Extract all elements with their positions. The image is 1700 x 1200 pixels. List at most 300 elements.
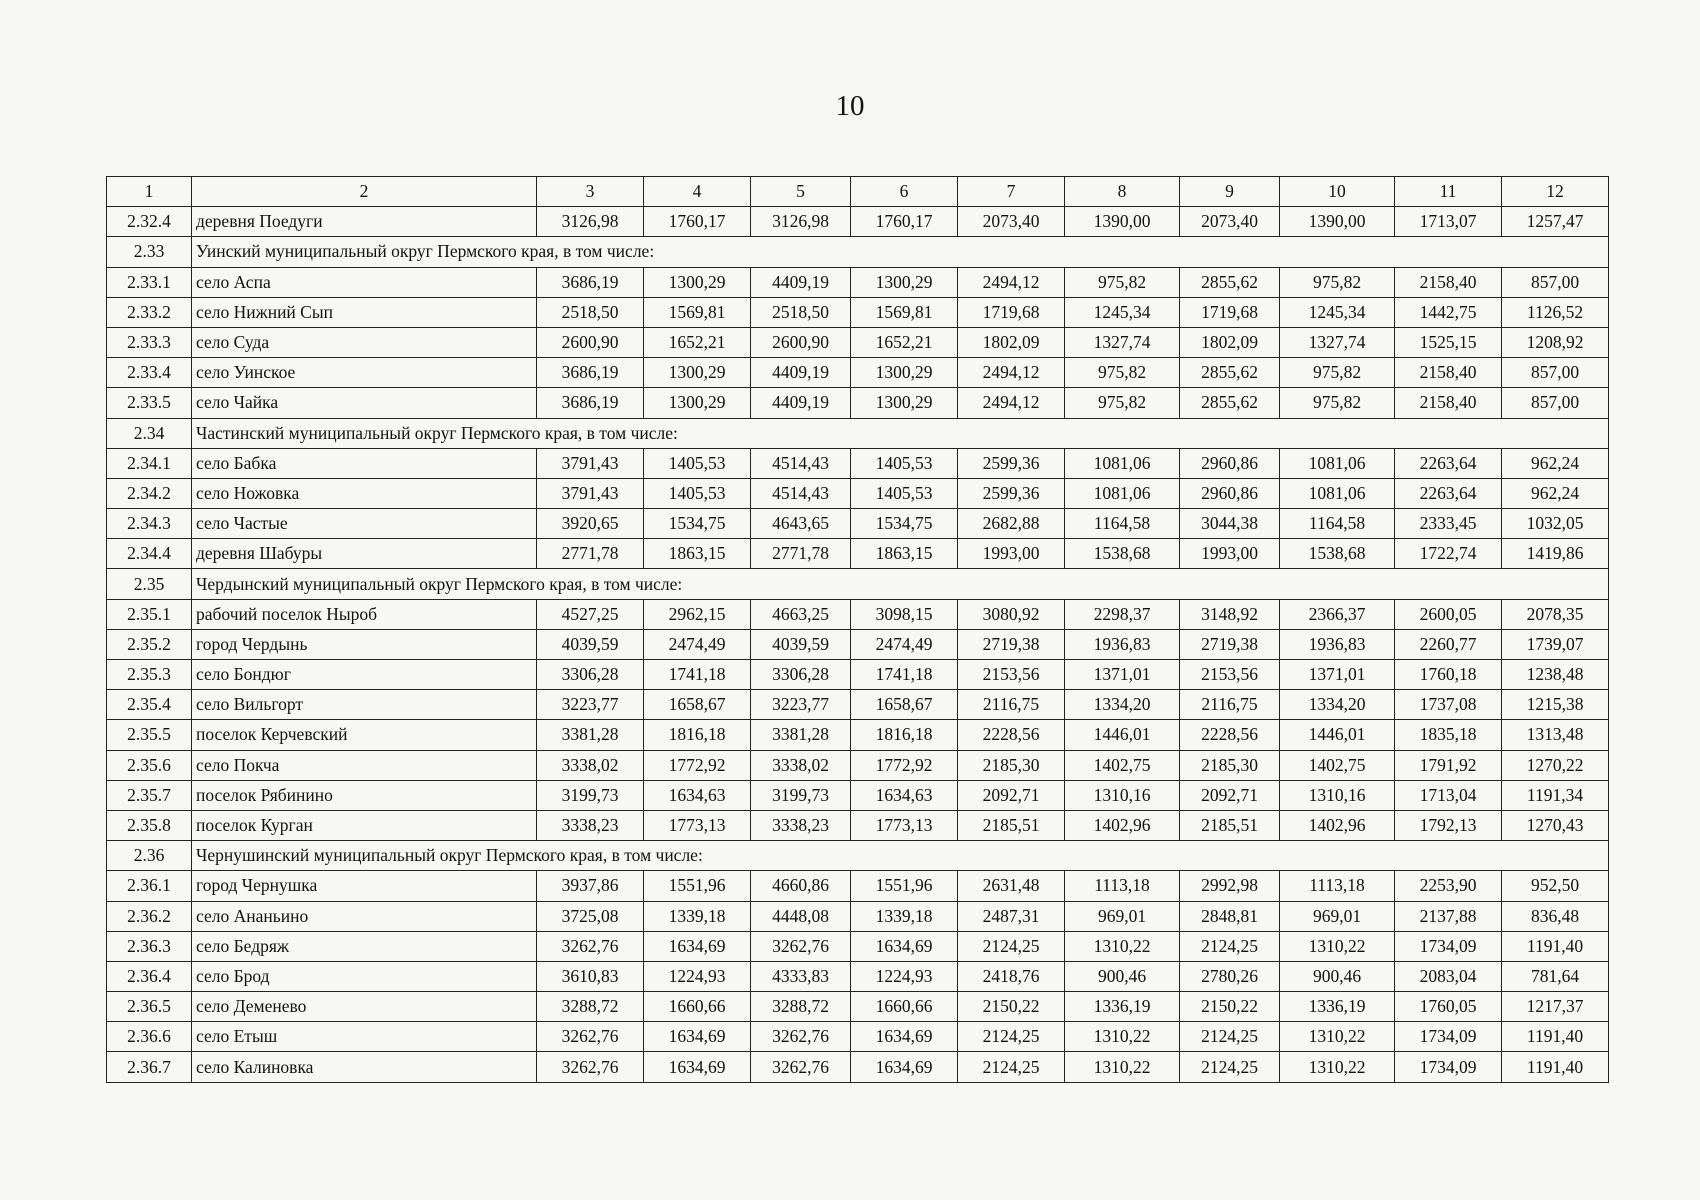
value-cell: 3338,02 (537, 750, 644, 780)
row-code: 2.32.4 (107, 207, 192, 237)
table-row (107, 327, 1609, 357)
row-code: 2.36.6 (107, 1022, 192, 1052)
column-number: 6 (851, 177, 958, 207)
value-cell: 1993,00 (958, 539, 1065, 569)
row-code: 2.33.1 (107, 267, 192, 297)
value-cell: 2124,25 (958, 931, 1065, 961)
value-cell: 1773,13 (644, 810, 751, 840)
value-cell: 3148,92 (1180, 599, 1280, 629)
value-cell: 1191,40 (1502, 1022, 1609, 1052)
row-code: 2.33.3 (107, 327, 192, 357)
value-cell: 975,82 (1065, 358, 1180, 388)
table-row (107, 660, 1609, 690)
settlement-name: село Ножовка (192, 478, 537, 508)
value-cell: 1760,17 (851, 207, 958, 237)
value-cell: 1634,69 (644, 931, 751, 961)
row-code: 2.33.2 (107, 297, 192, 327)
value-cell: 1217,37 (1502, 992, 1609, 1022)
value-cell: 1113,18 (1280, 871, 1395, 901)
settlement-name: село Деменево (192, 992, 537, 1022)
group-row (107, 237, 1609, 267)
value-cell: 1634,69 (851, 1022, 958, 1052)
table-row (107, 992, 1609, 1022)
value-cell: 1802,09 (1180, 327, 1280, 357)
value-cell: 4660,86 (751, 871, 851, 901)
value-cell: 2158,40 (1395, 388, 1502, 418)
settlement-name: рабочий поселок Ныроб (192, 599, 537, 629)
value-cell: 1569,81 (851, 297, 958, 327)
value-cell: 1191,40 (1502, 931, 1609, 961)
value-cell: 1310,22 (1280, 931, 1395, 961)
settlement-name: город Чердынь (192, 629, 537, 659)
value-cell: 3937,86 (537, 871, 644, 901)
value-cell: 3791,43 (537, 478, 644, 508)
value-cell: 900,46 (1065, 961, 1180, 991)
value-cell: 2780,26 (1180, 961, 1280, 991)
value-cell: 1113,18 (1065, 871, 1180, 901)
value-cell: 2092,71 (958, 780, 1065, 810)
settlement-name: поселок Курган (192, 810, 537, 840)
value-cell: 1734,09 (1395, 931, 1502, 961)
value-cell: 1405,53 (644, 448, 751, 478)
value-cell: 3262,76 (751, 1022, 851, 1052)
value-cell: 2228,56 (1180, 720, 1280, 750)
value-cell: 2494,12 (958, 358, 1065, 388)
value-cell: 2124,25 (1180, 931, 1280, 961)
value-cell: 2962,15 (644, 599, 751, 629)
value-cell: 1816,18 (644, 720, 751, 750)
value-cell: 1791,92 (1395, 750, 1502, 780)
row-code: 2.35.8 (107, 810, 192, 840)
value-cell: 2228,56 (958, 720, 1065, 750)
value-cell: 781,64 (1502, 961, 1609, 991)
value-cell: 2855,62 (1180, 388, 1280, 418)
row-code: 2.36.1 (107, 871, 192, 901)
table-row (107, 901, 1609, 931)
value-cell: 1336,19 (1065, 992, 1180, 1022)
value-cell: 4409,19 (751, 388, 851, 418)
value-cell: 2518,50 (751, 297, 851, 327)
settlement-name: село Частые (192, 509, 537, 539)
row-code: 2.34.2 (107, 478, 192, 508)
value-cell: 1772,92 (644, 750, 751, 780)
settlement-name: село Уинское (192, 358, 537, 388)
value-cell: 2150,22 (1180, 992, 1280, 1022)
value-cell: 2073,40 (1180, 207, 1280, 237)
value-cell: 1936,83 (1065, 629, 1180, 659)
value-cell: 1310,16 (1065, 780, 1180, 810)
value-cell: 836,48 (1502, 901, 1609, 931)
settlement-name: село Бондюг (192, 660, 537, 690)
group-title: Уинский муниципальный округ Пермского края, в том числе: (192, 237, 1609, 267)
table-row (107, 750, 1609, 780)
value-cell: 1164,58 (1280, 509, 1395, 539)
value-cell: 1446,01 (1280, 720, 1395, 750)
value-cell: 2124,25 (958, 1022, 1065, 1052)
group-title: Частинский муниципальный округ Пермского края, в том числе: (192, 418, 1609, 448)
value-cell: 1390,00 (1065, 207, 1180, 237)
row-code: 2.36.5 (107, 992, 192, 1022)
value-cell: 1215,38 (1502, 690, 1609, 720)
value-cell: 1737,08 (1395, 690, 1502, 720)
settlement-name: деревня Шабуры (192, 539, 537, 569)
value-cell: 857,00 (1502, 388, 1609, 418)
table-row (107, 871, 1609, 901)
value-cell: 2474,49 (851, 629, 958, 659)
value-cell: 1208,92 (1502, 327, 1609, 357)
value-cell: 2494,12 (958, 388, 1065, 418)
column-number: 12 (1502, 177, 1609, 207)
value-cell: 952,50 (1502, 871, 1609, 901)
value-cell: 1191,40 (1502, 1052, 1609, 1082)
value-cell: 3338,23 (751, 810, 851, 840)
value-cell: 1300,29 (644, 388, 751, 418)
value-cell: 1032,05 (1502, 509, 1609, 539)
value-cell: 2137,88 (1395, 901, 1502, 931)
group-title: Чердынский муниципальный округ Пермского края, в том числе: (192, 569, 1609, 599)
row-code: 2.36 (107, 841, 192, 871)
column-number: 2 (192, 177, 537, 207)
value-cell: 2848,81 (1180, 901, 1280, 931)
table-row (107, 207, 1609, 237)
value-cell: 2333,45 (1395, 509, 1502, 539)
value-cell: 975,82 (1280, 388, 1395, 418)
value-cell: 1772,92 (851, 750, 958, 780)
value-cell: 2855,62 (1180, 358, 1280, 388)
value-cell: 2474,49 (644, 629, 751, 659)
value-cell: 2719,38 (958, 629, 1065, 659)
value-cell: 1525,15 (1395, 327, 1502, 357)
column-number: 11 (1395, 177, 1502, 207)
group-title: Чернушинский муниципальный округ Пермского края, в том числе: (192, 841, 1609, 871)
value-cell: 1191,34 (1502, 780, 1609, 810)
table-row (107, 478, 1609, 508)
value-cell: 1081,06 (1065, 448, 1180, 478)
value-cell: 975,82 (1280, 358, 1395, 388)
value-cell: 2260,77 (1395, 629, 1502, 659)
value-cell: 1722,74 (1395, 539, 1502, 569)
settlement-name: село Суда (192, 327, 537, 357)
value-cell: 1734,09 (1395, 1022, 1502, 1052)
table-row (107, 720, 1609, 750)
value-cell: 1300,29 (851, 388, 958, 418)
value-cell: 2631,48 (958, 871, 1065, 901)
column-number: 5 (751, 177, 851, 207)
table-row (107, 690, 1609, 720)
value-cell: 3262,76 (537, 931, 644, 961)
value-cell: 1551,96 (851, 871, 958, 901)
value-cell: 1300,29 (851, 358, 958, 388)
column-number: 4 (644, 177, 751, 207)
table-row (107, 629, 1609, 659)
value-cell: 2487,31 (958, 901, 1065, 931)
value-cell: 3725,08 (537, 901, 644, 931)
value-cell: 900,46 (1280, 961, 1395, 991)
row-code: 2.33.4 (107, 358, 192, 388)
table-row (107, 810, 1609, 840)
value-cell: 3044,38 (1180, 509, 1280, 539)
page-number: 10 (835, 90, 865, 122)
row-code: 2.35.6 (107, 750, 192, 780)
value-cell: 2855,62 (1180, 267, 1280, 297)
value-cell: 1310,22 (1065, 1022, 1180, 1052)
value-cell: 1164,58 (1065, 509, 1180, 539)
value-cell: 3920,65 (537, 509, 644, 539)
column-number: 8 (1065, 177, 1180, 207)
column-number: 3 (537, 177, 644, 207)
value-cell: 1310,16 (1280, 780, 1395, 810)
settlement-name: село Етыш (192, 1022, 537, 1052)
row-code: 2.34.1 (107, 448, 192, 478)
value-cell: 2078,35 (1502, 599, 1609, 629)
value-cell: 1310,22 (1065, 1052, 1180, 1082)
settlement-name: поселок Рябинино (192, 780, 537, 810)
value-cell: 3262,76 (751, 1052, 851, 1082)
value-cell: 2599,36 (958, 478, 1065, 508)
row-code: 2.35.1 (107, 599, 192, 629)
value-cell: 2185,51 (1180, 810, 1280, 840)
group-row (107, 841, 1609, 871)
tariff-table (106, 176, 1609, 1083)
value-cell: 2418,76 (958, 961, 1065, 991)
value-cell: 1993,00 (1180, 539, 1280, 569)
settlement-name: село Бабка (192, 448, 537, 478)
value-cell: 1658,67 (851, 690, 958, 720)
value-cell: 1634,69 (644, 1052, 751, 1082)
table-row (107, 448, 1609, 478)
value-cell: 2153,56 (1180, 660, 1280, 690)
value-cell: 1313,48 (1502, 720, 1609, 750)
settlement-name: село Покча (192, 750, 537, 780)
row-code: 2.33 (107, 237, 192, 267)
value-cell: 4409,19 (751, 358, 851, 388)
value-cell: 1741,18 (851, 660, 958, 690)
row-code: 2.34.3 (107, 509, 192, 539)
value-cell: 2263,64 (1395, 478, 1502, 508)
value-cell: 3306,28 (537, 660, 644, 690)
value-cell: 1734,09 (1395, 1052, 1502, 1082)
table-row (107, 1022, 1609, 1052)
row-code: 2.35.4 (107, 690, 192, 720)
value-cell: 2518,50 (537, 297, 644, 327)
value-cell: 1446,01 (1065, 720, 1180, 750)
value-cell: 1270,43 (1502, 810, 1609, 840)
value-cell: 1936,83 (1280, 629, 1395, 659)
value-cell: 1405,53 (851, 478, 958, 508)
row-code: 2.35.3 (107, 660, 192, 690)
value-cell: 1660,66 (851, 992, 958, 1022)
value-cell: 975,82 (1280, 267, 1395, 297)
value-cell: 3686,19 (537, 388, 644, 418)
value-cell: 2494,12 (958, 267, 1065, 297)
table-body (107, 177, 1609, 1083)
value-cell: 2153,56 (958, 660, 1065, 690)
value-cell: 2124,25 (1180, 1052, 1280, 1082)
row-code: 2.35.5 (107, 720, 192, 750)
value-cell: 3223,77 (751, 690, 851, 720)
settlement-name: село Вильгорт (192, 690, 537, 720)
row-code: 2.36.7 (107, 1052, 192, 1082)
value-cell: 2124,25 (958, 1052, 1065, 1082)
value-cell: 2092,71 (1180, 780, 1280, 810)
value-cell: 1405,53 (644, 478, 751, 508)
value-cell: 3262,76 (751, 931, 851, 961)
value-cell: 1551,96 (644, 871, 751, 901)
table-row (107, 599, 1609, 629)
value-cell: 1713,07 (1395, 207, 1502, 237)
value-cell: 3381,28 (751, 720, 851, 750)
value-cell: 2150,22 (958, 992, 1065, 1022)
value-cell: 1634,63 (851, 780, 958, 810)
row-code: 2.36.4 (107, 961, 192, 991)
value-cell: 1634,69 (851, 931, 958, 961)
value-cell: 3080,92 (958, 599, 1065, 629)
value-cell: 4514,43 (751, 478, 851, 508)
value-cell: 4039,59 (751, 629, 851, 659)
table-row (107, 780, 1609, 810)
settlement-name: поселок Керчевский (192, 720, 537, 750)
value-cell: 962,24 (1502, 478, 1609, 508)
value-cell: 3791,43 (537, 448, 644, 478)
value-cell: 1442,75 (1395, 297, 1502, 327)
value-cell: 1634,69 (644, 1022, 751, 1052)
settlement-name: село Ананьино (192, 901, 537, 931)
value-cell: 857,00 (1502, 267, 1609, 297)
value-cell: 1270,22 (1502, 750, 1609, 780)
value-cell: 1792,13 (1395, 810, 1502, 840)
column-number-row (107, 177, 1609, 207)
value-cell: 1719,68 (1180, 297, 1280, 327)
value-cell: 2158,40 (1395, 267, 1502, 297)
value-cell: 2771,78 (537, 539, 644, 569)
table-row (107, 539, 1609, 569)
value-cell: 1081,06 (1065, 478, 1180, 508)
value-cell: 2124,25 (1180, 1022, 1280, 1052)
row-code: 2.34 (107, 418, 192, 448)
value-cell: 1538,68 (1280, 539, 1395, 569)
value-cell: 1310,22 (1280, 1052, 1395, 1082)
value-cell: 1534,75 (644, 509, 751, 539)
value-cell: 857,00 (1502, 358, 1609, 388)
value-cell: 3610,83 (537, 961, 644, 991)
value-cell: 1741,18 (644, 660, 751, 690)
value-cell: 1310,22 (1065, 931, 1180, 961)
value-cell: 1652,21 (644, 327, 751, 357)
value-cell: 3223,77 (537, 690, 644, 720)
value-cell: 1339,18 (851, 901, 958, 931)
value-cell: 969,01 (1065, 901, 1180, 931)
value-cell: 1257,47 (1502, 207, 1609, 237)
settlement-name: деревня Поедуги (192, 207, 537, 237)
value-cell: 3338,02 (751, 750, 851, 780)
value-cell: 3288,72 (537, 992, 644, 1022)
table-row (107, 931, 1609, 961)
value-cell: 1634,63 (644, 780, 751, 810)
value-cell: 4663,25 (751, 599, 851, 629)
value-cell: 2158,40 (1395, 358, 1502, 388)
value-cell: 2600,05 (1395, 599, 1502, 629)
value-cell: 4448,08 (751, 901, 851, 931)
settlement-name: село Калиновка (192, 1052, 537, 1082)
table-row (107, 297, 1609, 327)
row-code: 2.35.2 (107, 629, 192, 659)
value-cell: 2719,38 (1180, 629, 1280, 659)
value-cell: 1371,01 (1280, 660, 1395, 690)
value-cell: 2992,98 (1180, 871, 1280, 901)
value-cell: 1816,18 (851, 720, 958, 750)
value-cell: 3199,73 (537, 780, 644, 810)
value-cell: 2083,04 (1395, 961, 1502, 991)
column-number: 10 (1280, 177, 1395, 207)
value-cell: 4039,59 (537, 629, 644, 659)
value-cell: 975,82 (1065, 388, 1180, 418)
row-code: 2.36.2 (107, 901, 192, 931)
table-row (107, 358, 1609, 388)
value-cell: 3686,19 (537, 358, 644, 388)
value-cell: 1835,18 (1395, 720, 1502, 750)
value-cell: 1713,04 (1395, 780, 1502, 810)
row-code: 2.36.3 (107, 931, 192, 961)
value-cell: 2600,90 (751, 327, 851, 357)
row-code: 2.33.5 (107, 388, 192, 418)
value-cell: 2073,40 (958, 207, 1065, 237)
value-cell: 1126,52 (1502, 297, 1609, 327)
value-cell: 3306,28 (751, 660, 851, 690)
value-cell: 1245,34 (1065, 297, 1180, 327)
value-cell: 3126,98 (537, 207, 644, 237)
value-cell: 2366,37 (1280, 599, 1395, 629)
settlement-name: село Нижний Сып (192, 297, 537, 327)
value-cell: 1245,34 (1280, 297, 1395, 327)
value-cell: 1336,19 (1280, 992, 1395, 1022)
value-cell: 969,01 (1280, 901, 1395, 931)
table-row (107, 267, 1609, 297)
row-code: 2.35.7 (107, 780, 192, 810)
value-cell: 1402,75 (1280, 750, 1395, 780)
table-row (107, 1052, 1609, 1082)
row-code: 2.34.4 (107, 539, 192, 569)
value-cell: 2185,30 (958, 750, 1065, 780)
value-cell: 1224,93 (644, 961, 751, 991)
value-cell: 1238,48 (1502, 660, 1609, 690)
column-number: 9 (1180, 177, 1280, 207)
value-cell: 2600,90 (537, 327, 644, 357)
value-cell: 3098,15 (851, 599, 958, 629)
value-cell: 4333,83 (751, 961, 851, 991)
value-cell: 2253,90 (1395, 871, 1502, 901)
value-cell: 1534,75 (851, 509, 958, 539)
row-code: 2.35 (107, 569, 192, 599)
value-cell: 1719,68 (958, 297, 1065, 327)
value-cell: 1300,29 (644, 267, 751, 297)
value-cell: 975,82 (1065, 267, 1180, 297)
settlement-name: город Чернушка (192, 871, 537, 901)
value-cell: 4514,43 (751, 448, 851, 478)
value-cell: 1760,18 (1395, 660, 1502, 690)
table-row (107, 388, 1609, 418)
value-cell: 3262,76 (537, 1052, 644, 1082)
value-cell: 1419,86 (1502, 539, 1609, 569)
value-cell: 2682,88 (958, 509, 1065, 539)
value-cell: 4527,25 (537, 599, 644, 629)
value-cell: 962,24 (1502, 448, 1609, 478)
value-cell: 1300,29 (644, 358, 751, 388)
value-cell: 3338,23 (537, 810, 644, 840)
value-cell: 1390,00 (1280, 207, 1395, 237)
value-cell: 1402,96 (1065, 810, 1180, 840)
value-cell: 1863,15 (644, 539, 751, 569)
value-cell: 3199,73 (751, 780, 851, 810)
